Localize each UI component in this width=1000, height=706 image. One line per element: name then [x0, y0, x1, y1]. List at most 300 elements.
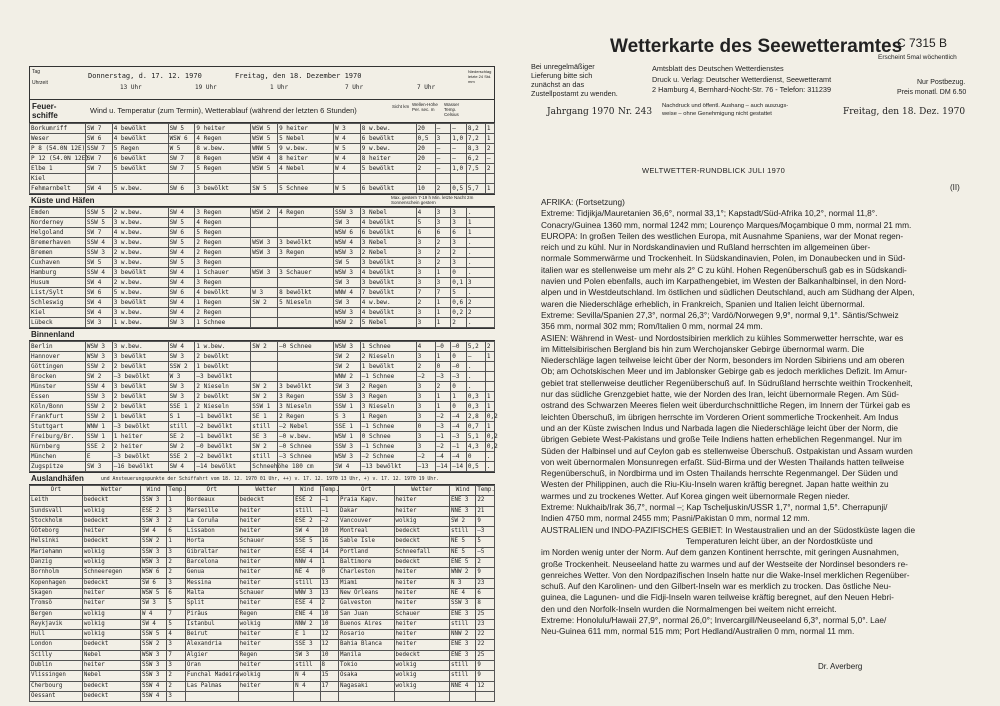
table-cell: 8 w.bew. — [360, 124, 416, 134]
table-cell: 2 Nieseln — [195, 402, 251, 412]
table-cell: SW 4 — [168, 342, 195, 352]
table-cell: 5 bewölkt — [360, 164, 416, 174]
table-cell: 4 bewölkt — [360, 268, 416, 278]
table-cell: NE 4 — [294, 568, 320, 578]
table-row — [30, 228, 495, 238]
table-cell: SSW 5 — [140, 630, 166, 640]
table-cell: 8 heiter — [278, 154, 334, 164]
table-cell: –3 — [435, 372, 451, 382]
table-cell: –2 — [416, 372, 435, 382]
table-cell: 0 — [451, 402, 467, 412]
table-row — [30, 609, 495, 619]
table-cell: 2,8 — [466, 412, 485, 422]
table-cell: SW 5 — [251, 184, 278, 194]
table-cell: 20 — [416, 124, 435, 134]
table-cell: 3 Regen — [195, 258, 251, 268]
table-cell: SW 5 — [85, 258, 112, 268]
table-cell: SSE 3 — [294, 640, 320, 650]
table-cell: Beirut — [185, 630, 238, 640]
table-cell: 4 — [167, 630, 185, 640]
table-cell: 5 — [167, 619, 185, 629]
table-cell: SW 4 — [85, 278, 112, 288]
table-cell: 2 Regen — [195, 238, 251, 248]
table-cell: SW 6 — [168, 228, 195, 238]
table-cell: Malta — [185, 588, 238, 598]
table-cell — [278, 308, 334, 318]
table-cell: 4,3 — [466, 442, 485, 452]
table-cell: 1 — [485, 402, 494, 412]
table-cell: Vlissingen — [30, 671, 83, 681]
table-cell: Scilly — [30, 650, 83, 660]
table-cell: ESE 2 — [294, 516, 320, 526]
table-cell: SSE 1 — [168, 402, 195, 412]
table-cell: heiter — [238, 599, 293, 609]
table-cell: –4 — [451, 452, 467, 462]
col-wasser: Wasser Temp. Celsius — [444, 102, 460, 117]
table-cell: 3 — [416, 268, 435, 278]
table-cell: heiter — [82, 599, 140, 609]
table-cell: –13 — [416, 462, 435, 472]
table-cell: heiter — [394, 578, 449, 588]
table-cell: 3 Regen — [360, 392, 416, 402]
table-cell: 4 bewölkt — [360, 218, 416, 228]
day1-header: Donnerstag, d. 17. 12. 1970 — [88, 72, 202, 80]
table-cell: N 4 — [294, 681, 320, 691]
table-cell: NE 5 — [449, 547, 475, 557]
table-cell: 3 — [416, 392, 435, 402]
table-cell: Charleston — [339, 568, 394, 578]
table-cell: 1 — [485, 422, 494, 432]
table-cell: SSW 1 — [85, 432, 112, 442]
article-line: Westen der Philippinen, auch die Riu-Kiu-Inseln waren kräftig beregnet. Japan hatte weithin zu — [541, 479, 889, 490]
table-cell: Kiel — [30, 174, 86, 184]
table-row — [30, 432, 495, 442]
reprint-note: Nachdruck und öffentl. Aushang – auch auszugs- weise – ohne Genehmigung nicht gestattet — [662, 103, 789, 117]
table-cell: Hull — [30, 630, 83, 640]
table-cell: 7,2 — [466, 134, 485, 144]
table-cell: 3 — [435, 134, 451, 144]
table-cell: WSW 6 — [333, 228, 360, 238]
table-cell: Skagen — [30, 588, 83, 598]
table-cell: W 3 — [333, 124, 360, 134]
article-line: Extreme: Honolulu/Hawaii 27,9°, normal 26,0°; Invercargill/Neuseeland 6,3°, normal 5,0°. Lae/ — [541, 614, 887, 625]
table-cell: still — [251, 422, 278, 432]
table-cell: 6 bewölkt — [112, 154, 168, 164]
table-cell — [320, 691, 338, 701]
table-cell: W 3 — [168, 372, 195, 382]
day1-time2: 19 Uhr — [195, 84, 217, 91]
table-cell: 1 — [485, 124, 494, 134]
table-cell: ENE 3 — [449, 640, 475, 650]
table-cell: Messina — [185, 578, 238, 588]
table-cell: heiter — [238, 630, 293, 640]
article-line: genreiches Wetter. Von den Nordpazifischen Inseln hatte nur die Wake-Insel merklichen Regenüber- — [541, 569, 910, 580]
table-cell — [435, 174, 451, 184]
table-cell: W 4 — [140, 609, 166, 619]
table-cell: Reykjavik — [30, 619, 83, 629]
table-row — [30, 516, 495, 526]
table-cell: – — [451, 144, 467, 154]
table-cell: SW 3 — [333, 218, 360, 228]
col-wellen: Wellen-Höhe Per. sec. m — [412, 102, 438, 112]
table-cell: Hamburg — [30, 268, 86, 278]
table-cell: SW 2 — [168, 442, 195, 452]
table-cell: SW 3 — [168, 392, 195, 402]
table-cell: –2 — [435, 412, 451, 422]
table-cell: 3 — [416, 432, 435, 442]
article-line: schuß. Auf den Karolinen- und den Gilbert-Inseln war es merklich zu trocken. Das östliche Neu- — [541, 581, 892, 592]
table-cell: 10 — [320, 609, 338, 619]
article-line: Neu-Guinea 611 mm, normal 515 mm; Port Hedland/Australien 0 mm, normal 11 mm. — [541, 626, 855, 637]
table-cell: 0,5 — [416, 134, 435, 144]
table-cell: 13 — [320, 578, 338, 588]
table-cell: Zugspitze — [30, 462, 86, 472]
table-cell: – — [451, 154, 467, 164]
table-cell — [278, 174, 334, 184]
table-row — [30, 630, 495, 640]
table-cell: 0,1 — [451, 278, 467, 288]
table-cell: SSW 4 — [140, 691, 166, 701]
table-cell: –3 bewölkt — [112, 452, 168, 462]
table-cell: bedeckt — [82, 681, 140, 691]
table-cell: ENE 4 — [294, 609, 320, 619]
table-cell: 6 — [435, 228, 451, 238]
table-cell — [195, 174, 251, 184]
table-cell — [485, 372, 494, 382]
table-cell: ENE 3 — [449, 496, 475, 506]
table-cell: 3 Regen — [195, 278, 251, 288]
table-cell: SW 7 — [168, 164, 195, 174]
table-cell: –2 — [320, 516, 338, 526]
table-cell: SW 5 — [168, 218, 195, 228]
table-cell: Schneehöhe 180 cm — [252, 463, 314, 470]
table-cell: 2 — [416, 164, 435, 174]
table-cell: 1 — [435, 308, 451, 318]
table-cell: 7 — [416, 288, 435, 298]
table-cell: – — [435, 164, 451, 174]
table-cell: SSW 4 — [140, 681, 166, 691]
table-cell: 9 heiter — [278, 124, 334, 134]
jahrgang: Jahrgang 1970 — [547, 107, 615, 117]
table-cell: SW 3 — [168, 352, 195, 362]
table-cell: 3 — [167, 506, 185, 516]
table-cell — [339, 691, 394, 701]
table-cell: 0,3 — [466, 402, 485, 412]
table-cell: S 1 — [168, 412, 195, 422]
column-header: Wetter — [238, 486, 293, 496]
publisher-info: Amtsblatt des Deutschen Wetterdienstes Druck u. Verlag: Deutscher Wetterdienst, Seewetteramt 2 Hamburg 4, Bernhard-Nocht-Str. 76 - Telefon: 311239 — [652, 64, 832, 94]
table-cell: NNW 2 — [294, 619, 320, 629]
table-cell: WNW 2 — [449, 568, 475, 578]
table-cell: 2 — [435, 382, 451, 392]
table-cell — [251, 228, 278, 238]
aus-note: und Ansteuerungspunkte der Schiffahrt vom 18. 12. 1970 01 Uhr, ++) v. 17. 12. 1970 13 Uhr, +) v. 17. 12. 1970 19 Uhr. — [101, 477, 439, 482]
table-cell: 3 — [416, 352, 435, 362]
table-cell: 1 — [435, 318, 451, 328]
table-cell: SW 3 — [168, 318, 195, 328]
table-cell: 6 bewölkt — [360, 184, 416, 194]
table-cell: 1 w.bew. — [112, 318, 168, 328]
table-cell: SSW 3 — [140, 496, 166, 506]
table-cell: 0,6 — [451, 298, 467, 308]
table-cell: 8,2 — [466, 124, 485, 134]
table-row — [30, 218, 495, 228]
table-row — [30, 681, 495, 691]
table-cell: 3 — [167, 691, 185, 701]
article-line: Extreme: Tidjikja/Mauretanien 36,6°, normal 33,1°; Kapstadt/Süd-Afrika 10,2°, normal 11,8°. — [541, 208, 878, 219]
table-cell: 1 — [320, 558, 338, 568]
table-cell: 4 bewölkt — [112, 124, 168, 134]
table-cell: SSW 1 — [333, 402, 360, 412]
table-cell: Alexandria — [185, 640, 238, 650]
table-cell: 0 — [451, 382, 467, 392]
table-cell: Bremerhaven — [30, 238, 86, 248]
table-cell: NNE 3 — [449, 506, 475, 516]
table-cell: heiter — [82, 527, 140, 537]
table-cell: 20 — [416, 154, 435, 164]
table-cell: SW 6 — [85, 288, 112, 298]
table-cell: 5 — [451, 288, 467, 298]
table-row — [30, 671, 495, 681]
table-cell: WSW 3 — [251, 248, 278, 258]
table-cell: SE 2 — [168, 432, 195, 442]
table-cell: Nebel — [82, 650, 140, 660]
table-cell — [251, 372, 278, 382]
table-cell: La Coruña — [185, 516, 238, 526]
table-cell: SSW 2 — [85, 362, 112, 372]
table-cell: 2 — [466, 308, 494, 318]
col-max: Max. gestern 7-19 h — [391, 195, 432, 200]
table-cell: 0 — [451, 352, 467, 362]
table-cell: WSW 3 — [333, 308, 360, 318]
table-cell: ESE 2 — [140, 506, 166, 516]
table-cell: heiter — [238, 516, 293, 526]
table-cell: SW 5 — [333, 258, 360, 268]
table-cell: 6 — [416, 228, 435, 238]
table-cell: SE 3 — [251, 432, 278, 442]
table-cell — [485, 382, 494, 392]
table-cell: Mariehamn — [30, 547, 83, 557]
table-cell: 0,2 — [486, 413, 498, 420]
table-cell: WSW 5 — [140, 588, 166, 598]
table-cell: 3 Schauer — [278, 268, 334, 278]
table-cell: SW 6 — [168, 288, 195, 298]
table-cell: SW 7 — [85, 228, 112, 238]
table-row — [30, 342, 495, 352]
table-cell: Helsinki — [30, 537, 83, 547]
table-cell: 1 bewölkt — [360, 362, 416, 372]
table-cell: 1 bewölkt — [112, 412, 168, 422]
table-cell: Schneeregen — [82, 568, 140, 578]
table-cell: New Orleans — [339, 588, 394, 598]
table-cell: 2 — [435, 184, 451, 194]
table-cell: 7 — [167, 609, 185, 619]
table-row — [30, 422, 495, 432]
table-cell: Lissabon — [185, 527, 238, 537]
table-row — [30, 496, 495, 506]
table-cell: 9 — [476, 661, 495, 671]
col-min: Min. letzte Nacht 2m — [432, 195, 474, 200]
table-cell: –0 — [451, 342, 467, 352]
article-line: waren die Niederschläge erheblich, in Frankreich, Spanien und Italien leicht übernormal. — [541, 298, 865, 309]
table-cell: 4 Nebel — [278, 164, 334, 174]
table-cell: Piräus — [185, 609, 238, 619]
table-cell: SW 4 — [333, 462, 360, 472]
table-row — [30, 547, 495, 557]
table-cell: W 4 — [333, 154, 360, 164]
table-cell: 2 — [485, 342, 494, 352]
table-cell: 12 — [476, 681, 495, 691]
table-cell: Hannover — [30, 352, 86, 362]
table-cell: Rosario — [339, 630, 394, 640]
table-cell — [278, 352, 334, 362]
table-cell: SW 2 — [251, 298, 278, 308]
table-cell: . — [466, 372, 485, 382]
table-cell: 6,2 — [466, 154, 485, 164]
table-cell — [449, 691, 475, 701]
table-cell: 14 — [320, 547, 338, 557]
issue-date: Freitag, den 18. Dez. 1970 — [843, 107, 966, 117]
table-cell: SW 4 — [294, 527, 320, 537]
table-cell: bedeckt — [82, 516, 140, 526]
table-cell: 3 bewölkt — [360, 278, 416, 288]
table-cell: bedeckt — [394, 527, 449, 537]
table-cell: Portland — [339, 547, 394, 557]
table-cell: 1 — [466, 218, 494, 228]
table-cell: 3 bewölkt — [278, 238, 334, 248]
article-line: und an der Küste zwischen Indus und Narbada lagen die Niederschläge leicht über der Norm, die — [541, 422, 898, 433]
table-cell: WSW 5 — [251, 134, 278, 144]
kueste-label: Küste und Häfen — [31, 196, 95, 205]
table-cell: 3 — [435, 208, 451, 218]
article-line: AFRIKA: (Fortsetzung) — [541, 197, 625, 207]
table-cell: WSW 3 — [85, 342, 112, 352]
table-cell: –0 — [435, 342, 451, 352]
table-cell: SSW 3 — [85, 392, 112, 402]
table-cell: 4 bewölkt — [112, 134, 168, 144]
table-cell: 9 w.bew. — [278, 144, 334, 154]
table-cell: 4 bewölkt — [360, 308, 416, 318]
table-cell: E 1 — [294, 630, 320, 640]
table-cell: Elbe 1 — [30, 164, 86, 174]
table-cell: . — [466, 288, 494, 298]
table-cell — [278, 372, 334, 382]
table-cell: heiter — [238, 640, 293, 650]
table-cell: 5 w.bew. — [112, 184, 168, 194]
table-cell: SW 4 — [140, 527, 166, 537]
table-cell: Montreal — [339, 527, 394, 537]
table-cell — [251, 174, 278, 184]
table-cell: 3 Nebel — [360, 238, 416, 248]
table-cell: –14 — [435, 462, 451, 472]
signature: Dr. Averberg — [818, 662, 863, 671]
table-cell: wolkig — [394, 681, 449, 691]
table-cell: Schleswig — [30, 298, 86, 308]
table-cell: WNW 2 — [333, 372, 360, 382]
table-cell: 5 Schnee — [278, 184, 334, 194]
table-cell: WSW 3 — [333, 268, 360, 278]
table-cell: 1,0 — [451, 164, 467, 174]
table-cell: 3 w.bew. — [112, 218, 168, 228]
table-cell: 1 — [435, 392, 451, 402]
table-cell: . — [466, 318, 494, 328]
table-cell: Sundsvall — [30, 506, 83, 516]
section-aus — [29, 472, 495, 485]
table-cell: . — [466, 208, 494, 218]
table-cell: . — [466, 258, 494, 268]
table-cell: P 8 (54.0N 12E) — [31, 145, 86, 152]
table-cell: ESE 4 — [294, 547, 320, 557]
table-cell: 3 w.bew. — [112, 238, 168, 248]
table-header — [29, 66, 495, 100]
table-cell: SW 5 — [168, 238, 195, 248]
table-cell: – — [435, 154, 451, 164]
table-cell: 23 — [476, 578, 495, 588]
table-cell: 0,5 — [466, 462, 485, 472]
table-cell: bedeckt — [82, 578, 140, 588]
table-cell: SSW 2 — [85, 402, 112, 412]
table-cell: N 3 — [449, 578, 475, 588]
table-cell: 3 — [416, 382, 435, 392]
table-cell: 5 Nebel — [360, 318, 416, 328]
table-cell: WSW 6 — [168, 134, 195, 144]
table-cell: –1 Schnee — [360, 442, 416, 452]
table-cell — [112, 174, 168, 184]
table-cell: heiter — [394, 630, 449, 640]
table-cell: 7 — [167, 650, 185, 660]
table-cell: 5 Regen — [195, 228, 251, 238]
table-cell: Bahia Blanca — [339, 640, 394, 650]
article-line: Extreme: Sevilla/Spanien 27,3°, normal 26,3°; Vardö/Norwegen 9,9°, normal 9,1°. Säntis/Schweiz — [541, 309, 899, 320]
table-cell: Husum — [30, 278, 86, 288]
table-cell: 4 w.bew. — [360, 298, 416, 308]
table-cell: Köln/Bonn — [30, 402, 86, 412]
table-cell: ENE 3 — [449, 609, 475, 619]
table-cell: 2 Regen — [195, 248, 251, 258]
table-cell: 2 w.bew. — [112, 248, 168, 258]
table-cell: SW 3 — [85, 462, 112, 472]
table-cell: Münster — [30, 382, 86, 392]
tag-label: Tag — [32, 69, 41, 75]
table-cell — [476, 691, 495, 701]
table-cell: Leith — [30, 496, 83, 506]
table-cell: 1 — [435, 402, 451, 412]
table-row — [30, 278, 495, 288]
table-cell: heiter — [238, 681, 293, 691]
table-cell: SW 2 — [251, 392, 278, 402]
table-cell: Split — [185, 599, 238, 609]
table-row — [30, 558, 495, 568]
table-cell: 2 Regen — [360, 382, 416, 392]
table-cell: 8 — [320, 661, 338, 671]
column-header: Wind — [294, 486, 320, 496]
table-cell: 25 — [476, 609, 495, 619]
table-cell: heiter — [394, 619, 449, 629]
table-cell: –14 — [451, 462, 467, 472]
table-row — [30, 154, 495, 164]
table-cell: SW 3 — [168, 382, 195, 392]
aus-label: Auslandhäfen — [31, 474, 84, 483]
table-row — [30, 124, 495, 134]
table-cell: SW 3 — [333, 298, 360, 308]
table-cell: 3 Nieseln — [278, 402, 334, 412]
table-cell — [485, 174, 494, 184]
table-cell: . — [466, 248, 494, 258]
table-cell — [251, 308, 278, 318]
table-cell: ENE 3 — [449, 650, 475, 660]
table-cell: SW 4 — [168, 208, 195, 218]
table-cell: SSW 4 — [85, 268, 112, 278]
